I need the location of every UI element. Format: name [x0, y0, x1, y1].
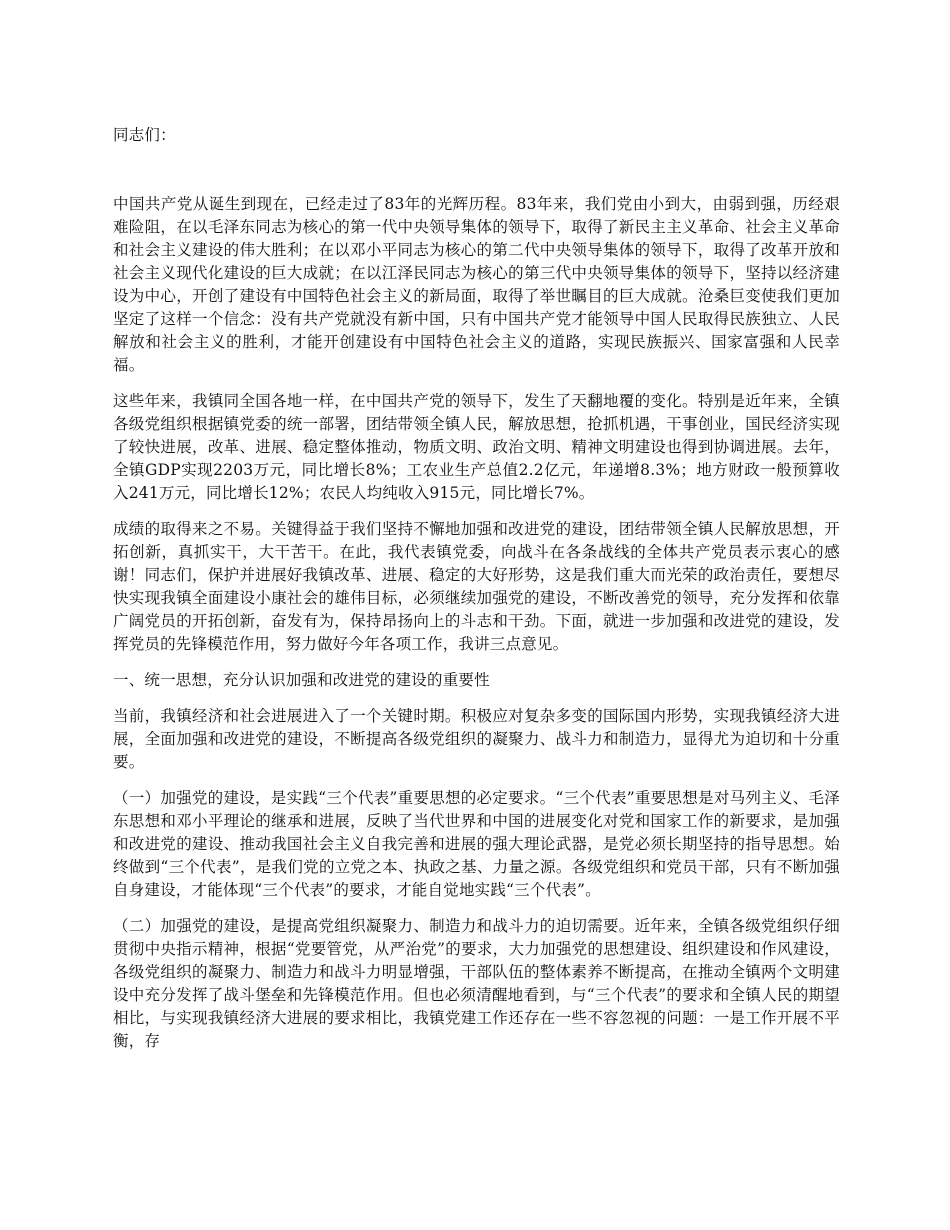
salutation: 同志们：	[113, 126, 176, 144]
paragraph-current-situation: 当前，我镇经济和社会进展进入了一个关键时期。积极应对复杂多变的国际国内形势，实现我镇经济大进展，全面加强和改进党的建设，不断提高各级党组织的凝聚力、战斗力和制造力，显得尤为迫切和十分重要。	[113, 707, 840, 771]
paragraph-town-achievements: 这些年来，我镇同全国各地一样，在中国共产党的领导下，发生了天翻地覆的变化。特别是近年来，全镇各级党组织根据镇党委的统一部署，团结带领全镇人民，解放思想，抢抓机遇，干事创业，国民经济实现了较快进展，改革、进展、稳定整体推动，物质文明、政治文明、精神文明建设也得到协调进展。去年，全镇GDP实现2203万元，同比增长8%；工农业生产总值2.2亿元，年递增8.3%；地方财政一般预算收入241万元，同比增长12%；农民人均纯收入915元，同比增长7%。	[113, 392, 840, 502]
paragraph-gratitude: 成绩的取得来之不易。关键得益于我们坚持不懈地加强和改进党的建设，团结带领全镇人民解放思想，开拓创新，真抓实干，大干苦干。在此，我代表镇党委，向战斗在各条战线的全体共产党员表示衷心的感谢！同志们，保护并进展好我镇改革、进展、稳定的大好形势，这是我们重大而光荣的政治责任，要想尽快实现我镇全面建设小康社会的雄伟目标，必须继续加强党的建设，不断改善党的领导，充分发挥和依靠广阔党员的开拓创新，奋发有为，保持昂扬向上的斗志和干劲。下面，就进一步加强和改进党的建设，发挥党员的先锋模范作用，努力做好今年各项工作，我讲三点意见。	[113, 520, 840, 653]
paragraph-point-two: （二）加强党的建设，是提高党组织凝聚力、制造力和战斗力的迫切需要。近年来，全镇各级党组织仔细贯彻中央指示精神，根据“党要管党，从严治党”的要求，大力加强党的思想建设、组织建设和作风建设，各级党组织的凝聚力、制造力和战斗力明显增强，干部队伍的整体素养不断提高，在推动全镇两个文明建设中充分发挥了战斗堡垒和先锋模范作用。但也必须清醒地看到，与“三个代表”的要求和全镇人民的期望相比，与实现我镇经济大进展的要求相比，我镇党建工作还存在一些不容忽视的问题：一是工作开展不平衡，存	[113, 917, 840, 1050]
document-body	[113, 124, 840, 1066]
paragraph-history: 中国共产党从诞生到现在，已经走过了83年的光辉历程。83年来，我们党由小到大，由弱到强，历经艰难险阻，在以毛泽东同志为核心的第一代中央领导集体的领导下，取得了新民主主义革命、社会主义革命和社会主义建设的伟大胜利；在以邓小平同志为核心的第二代中央领导集体的领导下，取得了改革开放和社会主义现代化建设的巨大成就；在以江泽民同志为核心的第三代中央领导集体的领导下，坚持以经济建设为中心，开创了建设有中国特色社会主义的新局面，取得了举世瞩目的巨大成就。沧桑巨变使我们更加坚定了这样一个信念：没有共产党就没有新中国，只有中国共产党才能领导中国人民取得民族独立、人民解放和社会主义的胜利，才能开创建设有中国特色社会主义的道路，实现民族振兴、国家富强和人民幸福。	[113, 195, 840, 374]
paragraph-point-one: （一）加强党的建设，是实践“三个代表”重要思想的必定要求。“三个代表”重要思想是对马列主义、毛泽东思想和邓小平理论的继承和进展，反映了当代世界和中国的进展变化对党和国家工作的新要求，是加强和改进党的建设、推动我国社会主义自我完善和进展的强大理论武器，是党必须长期坚持的指导思想。始终做到“三个代表”，是我们党的立党之本、执政之基、力量之源。各级党组织和党员干部，只有不断加强自身建设，才能体现“三个代表”的要求，才能自觉地实践“三个代表”。	[113, 789, 840, 899]
section-heading-1: 一、统一思想，充分认识加强和改进党的建设的重要性	[113, 671, 490, 689]
